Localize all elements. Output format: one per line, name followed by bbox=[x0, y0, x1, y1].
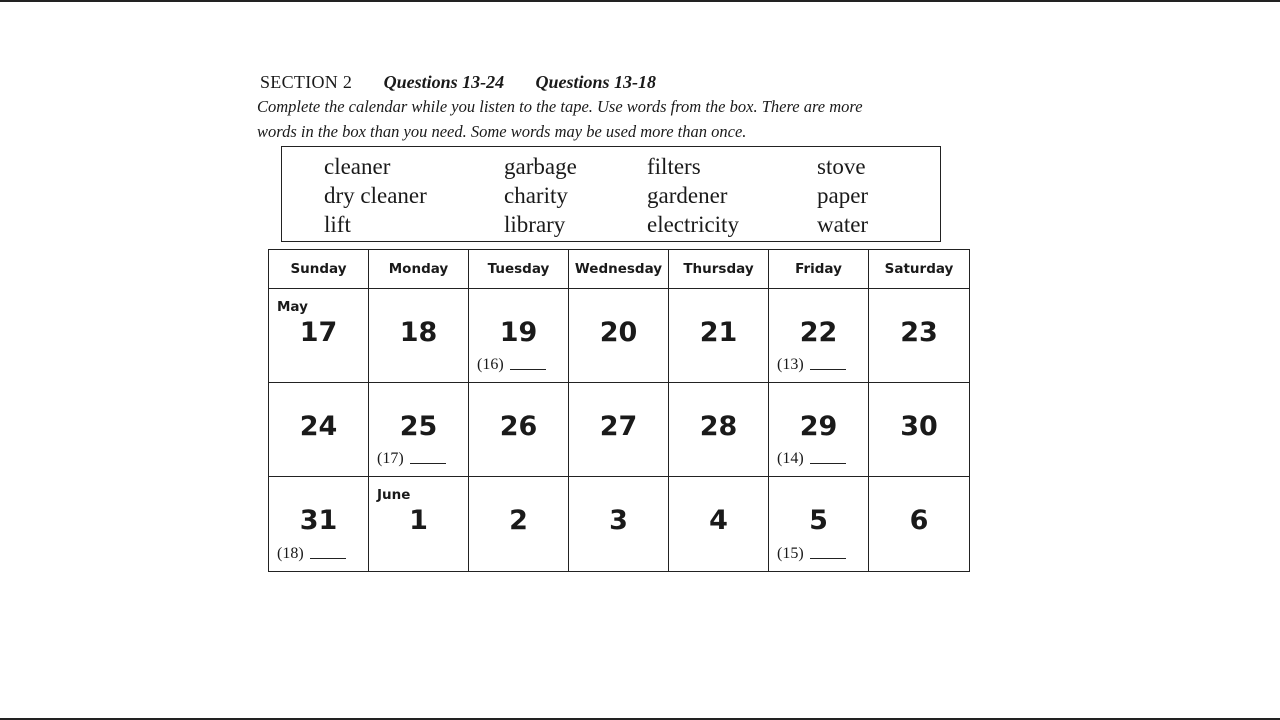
day-header-thursday: Thursday bbox=[669, 250, 769, 289]
month-label: May bbox=[277, 299, 308, 315]
day-number: 6 bbox=[909, 505, 929, 536]
day-number: 30 bbox=[900, 411, 938, 442]
day-number: 20 bbox=[599, 317, 638, 348]
question-number: (15) bbox=[777, 545, 804, 562]
answer-blank[interactable] bbox=[477, 356, 546, 374]
day-number: 21 bbox=[699, 317, 738, 348]
word-box-item: charity bbox=[504, 183, 568, 208]
answer-line[interactable] bbox=[410, 463, 446, 464]
calendar-day-cell bbox=[569, 477, 669, 571]
calendar-day-cell bbox=[569, 289, 669, 383]
day-header-saturday: Saturday bbox=[869, 250, 969, 289]
day-number: 28 bbox=[699, 411, 738, 442]
calendar-day-cell bbox=[469, 289, 569, 383]
answer-line[interactable] bbox=[510, 369, 546, 370]
calendar-day-cell bbox=[769, 383, 869, 477]
answer-line[interactable] bbox=[810, 463, 846, 464]
question-number: (18) bbox=[277, 545, 304, 562]
day-number: 5 bbox=[809, 505, 828, 536]
day-number: 25 bbox=[399, 411, 438, 442]
day-number: 3 bbox=[609, 505, 628, 536]
calendar-day-cell bbox=[369, 383, 469, 477]
day-number: 17 bbox=[299, 317, 338, 348]
word-box-item: water bbox=[817, 212, 869, 237]
day-number: 23 bbox=[900, 317, 938, 348]
day-number: 26 bbox=[499, 411, 538, 442]
word-box-item: library bbox=[504, 212, 566, 237]
day-header-friday: Friday bbox=[769, 250, 869, 289]
calendar-day-cell bbox=[369, 477, 469, 571]
day-number: 1 bbox=[409, 505, 428, 536]
day-number: 4 bbox=[709, 505, 728, 536]
calendar-day-cell bbox=[769, 477, 869, 571]
question-number: (17) bbox=[377, 450, 404, 467]
calendar-day-cell bbox=[769, 289, 869, 383]
instructions bbox=[257, 94, 977, 144]
calendar-day-cell bbox=[269, 477, 369, 571]
day-number: 24 bbox=[299, 411, 338, 442]
day-number: 22 bbox=[799, 317, 838, 348]
day-number: 27 bbox=[599, 411, 638, 442]
day-number: 18 bbox=[399, 317, 438, 348]
calendar-day-cell bbox=[569, 383, 669, 477]
top-border-line bbox=[0, 0, 1280, 2]
calendar-day-cell bbox=[269, 289, 369, 383]
word-box-item: filters bbox=[647, 154, 701, 179]
day-header-sunday: Sunday bbox=[269, 250, 369, 289]
calendar-day-cell bbox=[669, 289, 769, 383]
question-number: (14) bbox=[777, 450, 804, 467]
calendar-day-cell bbox=[869, 383, 969, 477]
calendar-day-cell bbox=[669, 383, 769, 477]
day-number: 19 bbox=[499, 317, 538, 348]
answer-blank[interactable] bbox=[377, 450, 446, 468]
calendar-day-cell bbox=[269, 383, 369, 477]
questions-subrange: Questions 13-18 bbox=[535, 72, 657, 92]
word-box-item: garbage bbox=[504, 154, 577, 179]
questions-range: Questions 13-24 bbox=[383, 72, 505, 92]
word-box-item: cleaner bbox=[324, 154, 391, 179]
word-box-item: paper bbox=[817, 183, 869, 208]
answer-blank[interactable] bbox=[777, 545, 846, 563]
answer-line[interactable] bbox=[810, 369, 846, 370]
word-box-item: gardener bbox=[647, 183, 728, 208]
day-header-monday: Monday bbox=[369, 250, 469, 289]
day-number: 2 bbox=[509, 505, 528, 536]
section-header bbox=[260, 72, 656, 93]
instructions-line-1: Complete the calendar while you listen to the tape. Use words from the box. There are more bbox=[257, 97, 863, 116]
answer-line[interactable] bbox=[310, 558, 346, 559]
answer-blank[interactable] bbox=[777, 356, 846, 374]
day-header-wednesday: Wednesday bbox=[569, 250, 669, 289]
day-number: 29 bbox=[799, 411, 838, 442]
calendar-day-cell bbox=[869, 477, 969, 571]
question-number: (16) bbox=[477, 356, 504, 373]
calendar-day-cell bbox=[469, 383, 569, 477]
word-box bbox=[281, 146, 941, 242]
day-number: 31 bbox=[299, 505, 338, 536]
question-number: (13) bbox=[777, 356, 804, 373]
month-label: June bbox=[377, 487, 411, 503]
calendar-day-cell bbox=[669, 477, 769, 571]
word-box-item: stove bbox=[817, 154, 866, 179]
calendar-grid bbox=[268, 249, 970, 572]
answer-line[interactable] bbox=[810, 558, 846, 559]
calendar-day-cell bbox=[869, 289, 969, 383]
word-box-item: lift bbox=[324, 212, 351, 237]
day-header-tuesday: Tuesday bbox=[469, 250, 569, 289]
calendar-day-cell bbox=[369, 289, 469, 383]
section-title: SECTION 2 bbox=[260, 72, 353, 92]
word-box-item: electricity bbox=[647, 212, 739, 237]
word-box-item: dry cleaner bbox=[324, 183, 427, 208]
instructions-line-2: words in the box than you need. Some words may be used more than once. bbox=[257, 122, 747, 141]
calendar-day-cell bbox=[469, 477, 569, 571]
answer-blank[interactable] bbox=[277, 545, 346, 563]
answer-blank[interactable] bbox=[777, 450, 846, 468]
